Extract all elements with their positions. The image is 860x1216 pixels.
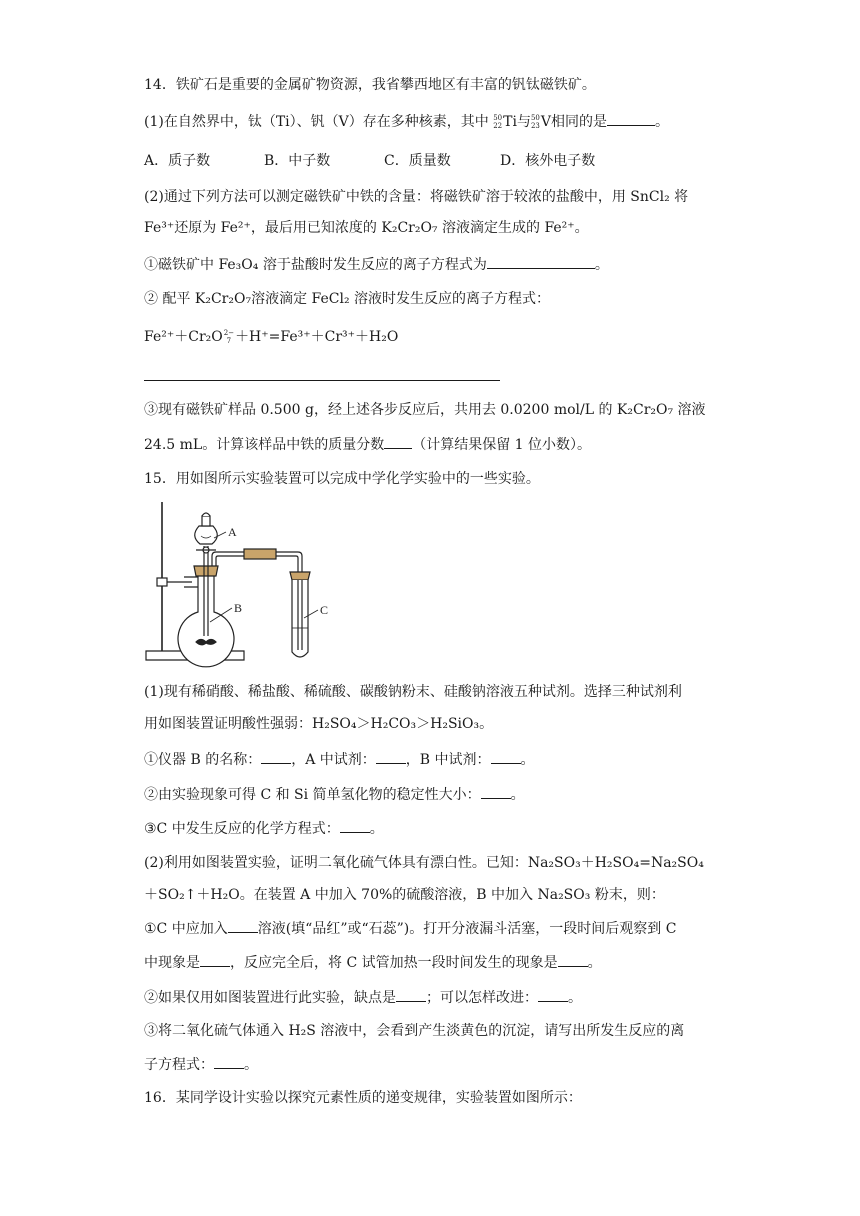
answer-blank[interactable] (491, 749, 521, 764)
q14-sub1: ①磁铁矿中 Fe₃O₄ 溶于盐酸时发生反应的离子方程式为 。 (144, 254, 609, 275)
label-c: C (320, 603, 329, 617)
q14-part2-line2: Fe³⁺还原为 Fe²⁺，最后用已知浓度的 K₂Cr₂O₇ 溶液滴定生成的 Fe²⁺。 (144, 220, 589, 236)
choice-a: A．质子数 (144, 153, 211, 169)
q14-sub2: ② 配平 K₂Cr₂O₇溶液滴定 FeCl₂ 溶液时发生反应的离子方程式： (144, 291, 551, 307)
v-nuclide: 50 23 V (530, 114, 552, 130)
answer-line[interactable] (144, 380, 500, 381)
q15-part1-line1: (1)现有稀硝酸、稀盐酸、稀硫酸、碳酸钠粉末、硅酸钠溶液五种试剂。选择三种试剂利 (144, 684, 682, 700)
q15-t1-line1: ①C 中应加入 溶液(填“品红”或“石蕊”)。打开分液漏斗活塞，一段时间后观察到 C (144, 918, 676, 939)
q15-part1-line2: 用如图装置证明酸性强弱：H₂SO₄＞H₂CO₃＞H₂SiO₃。 (144, 716, 494, 732)
q14-choices (144, 151, 595, 171)
q15-sub2: ②由实验现象可得 C 和 Si 简单氢化物的稳定性大小： 。 (144, 784, 525, 805)
answer-blank[interactable] (376, 749, 406, 764)
q15-part2-line2: ＋SO₂↑＋H₂O。在装置 A 中加入 70%的硫酸溶液，B 中加入 Na₂SO₃ 粉末，则： (144, 887, 665, 903)
q14-part2-line1: (2)通过下列方法可以测定磁铁矿中铁的含量：将磁铁矿溶于较浓的盐酸中，用 SnCl₂ 将 (144, 189, 689, 205)
q15-part2-line1: (2)利用如图装置实验，证明二氧化硫气体具有漂白性。已知：Na₂SO₃＋H₂SO₄=Na₂SO₄ (144, 855, 704, 871)
q15-t3-line1: ③将二氧化硫气体通入 H₂S 溶液中，会看到产生淡黄色的沉淀，请写出所发生反应的离 (144, 1023, 685, 1039)
q16-intro: 16．某同学设计实验以探究元素性质的递变规律，实验装置如图所示： (144, 1090, 582, 1106)
q15-intro: 15．用如图所示实验装置可以完成中学化学实验中的一些实验。 (144, 471, 540, 487)
label-b: B (234, 601, 243, 615)
answer-blank[interactable] (481, 784, 511, 799)
q14-part1: (1)在自然界中，钛（Ti）、钒（V）存在多种核素，其中 50 22 Ti与 50 23 V相同的是 。 (144, 111, 669, 132)
answer-blank[interactable] (396, 987, 426, 1002)
apparatus-diagram (144, 500, 340, 670)
answer-blank[interactable] (384, 434, 412, 449)
answer-blank[interactable] (558, 952, 588, 967)
q14-intro: 14．铁矿石是重要的金属矿物资源，我省攀西地区有丰富的钒钛磁铁矿。 (144, 77, 596, 93)
answer-blank[interactable] (340, 818, 370, 833)
answer-blank[interactable] (538, 987, 568, 1002)
answer-blank[interactable] (200, 952, 230, 967)
q15-sub3: ③C 中发生反应的化学方程式： 。 (144, 818, 384, 839)
answer-blank[interactable] (214, 1054, 244, 1069)
choice-c: C．质量数 (384, 153, 451, 169)
q15-t2: ②如果仅用如图装置进行此实验，缺点是 ；可以怎样改进： 。 (144, 987, 582, 1008)
answer-blank[interactable] (228, 918, 258, 933)
answer-blank[interactable] (607, 111, 655, 126)
answer-blank[interactable] (487, 254, 595, 269)
choice-b: B．中子数 (264, 153, 331, 169)
ti-nuclide: 50 22 Ti (493, 114, 517, 130)
q14-sub3-line2: 24.5 mL。计算该样品中铁的质量分数 （计算结果保留 1 位小数）。 (144, 434, 591, 455)
q15-sub1: ①仪器 B 的名称： ，A 中试剂： ，B 中试剂： 。 (144, 749, 535, 770)
q15-t1-line2: 中现象是 ，反应完全后，将 C 试管加热一段时间发生的现象是 。 (144, 952, 602, 973)
q15-t3-line2: 子方程式： 。 (144, 1054, 258, 1075)
label-a: A (228, 525, 237, 539)
q14-sub3-line1: ③现有磁铁矿样品 0.500 g，经上述各步反应后，共用去 0.0200 mol/L 的 K₂Cr₂O₇ 溶液 (144, 402, 706, 418)
answer-blank[interactable] (261, 749, 291, 764)
q14-equation: Fe²⁺＋Cr₂O 2− 7 ＋H⁺=Fe³⁺＋Cr³⁺＋H₂O (144, 329, 399, 345)
choice-d: D．核外电子数 (500, 153, 596, 169)
